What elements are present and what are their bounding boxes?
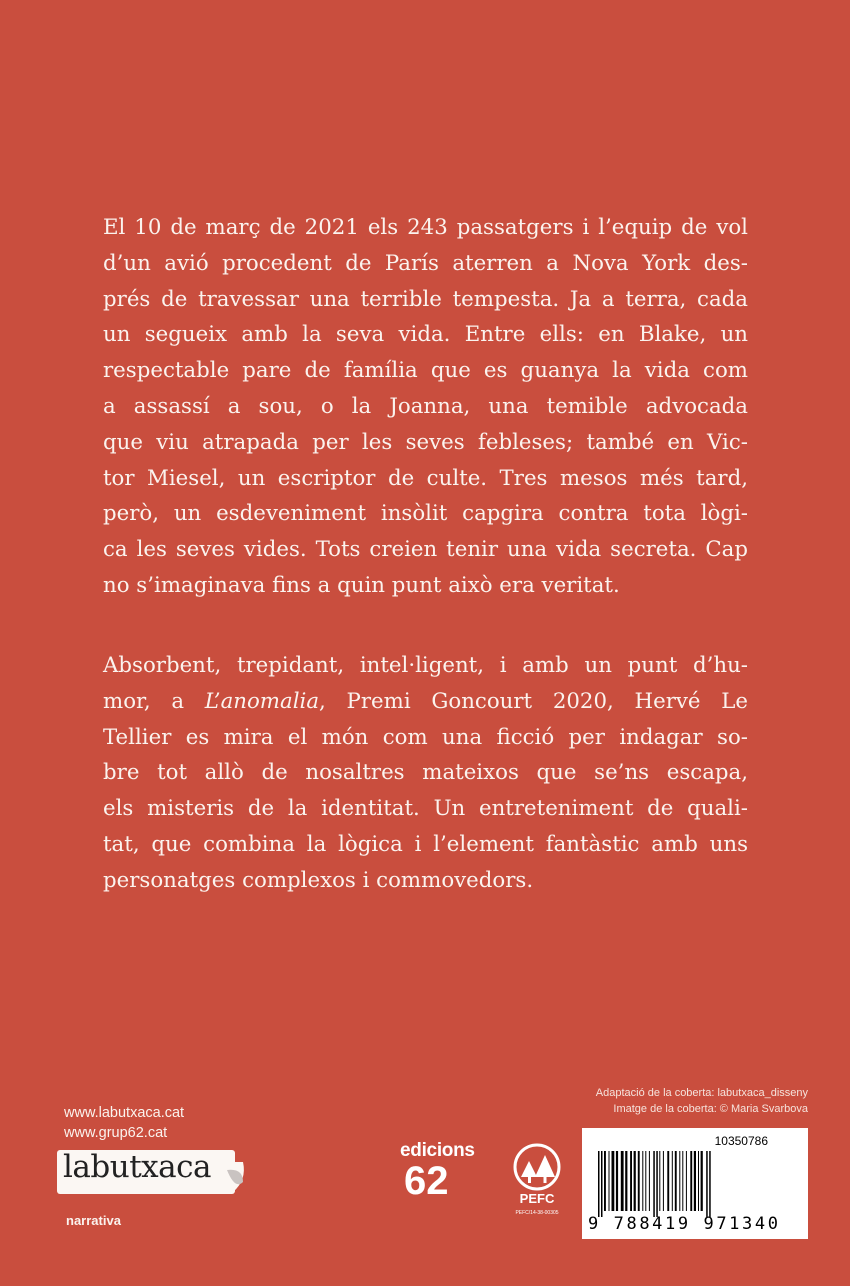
- barcode-bar: [672, 1151, 673, 1211]
- websites: [64, 1103, 184, 1143]
- blurb-line-text: mor, a: [103, 688, 205, 714]
- barcode-bar: [638, 1151, 640, 1211]
- blurb-line: personatges complexos i commovedors.: [103, 867, 534, 893]
- publisher-name: edicions: [400, 1140, 475, 1161]
- barcode-bar: [653, 1151, 655, 1217]
- barcode-bar: [706, 1151, 708, 1217]
- barcode-bar: [694, 1151, 696, 1211]
- pefc-label: PEFC: [519, 1191, 555, 1206]
- barcode: [582, 1128, 808, 1239]
- barcode-bar: [609, 1151, 610, 1211]
- page-curl-icon: [213, 1160, 247, 1194]
- barcode-bar: [709, 1151, 711, 1217]
- blurb-line: però, un esdeveniment insòlit capgira contra tota lògi-: [103, 501, 748, 527]
- barcode-bar: [656, 1151, 658, 1217]
- barcode-bar: [634, 1151, 636, 1211]
- blurb-line: d’un avió procedent de París aterren a Nova York des-: [103, 250, 748, 276]
- barcode-bar: [649, 1151, 650, 1211]
- book-title: L’anomalia: [204, 688, 320, 714]
- blurb-line: tor Miesel, un escriptor de culte. Tres mesos més tard,: [103, 465, 748, 491]
- blurb-line: un segueix amb la seva vida. Entre ells: en Blake, un: [103, 322, 748, 348]
- blurb-line: bre tot allò de nosaltres mateixos que se’ns escapa,: [103, 760, 748, 786]
- barcode-bar: [690, 1151, 692, 1211]
- blurb-paragraph-1: [103, 210, 748, 604]
- barcode-bar: [675, 1151, 677, 1211]
- website-link[interactable]: www.labutxaca.cat: [64, 1105, 185, 1121]
- collection-label: narrativa: [66, 1213, 121, 1228]
- barcode-bars: [596, 1151, 796, 1217]
- blurb-line: els misteris de la identitat. Un entreteniment de quali-: [103, 796, 748, 822]
- blurb-line: respectable pare de família que es guanya la vida com: [103, 358, 748, 384]
- barcode-bar: [701, 1151, 703, 1211]
- blurb-line: tat, que combina la lògica i l’element fantàstic amb uns: [103, 831, 748, 857]
- barcode-bar: [642, 1151, 643, 1211]
- barcode-bar: [698, 1151, 699, 1211]
- barcode-bar: [625, 1151, 627, 1211]
- blurb-line: que viu atrapada per les seves febleses; també en Vic-: [103, 429, 748, 455]
- barcode-bar: [630, 1151, 632, 1211]
- barcode-bar: [616, 1151, 618, 1211]
- blurb-line: ca les seves vides. Tots creien tenir una vida secreta. Cap: [103, 537, 748, 563]
- pefc-code: PEFC/14-38-00305: [515, 1210, 559, 1216]
- barcode-bar: [686, 1151, 687, 1211]
- isbn-digits: 9 788419 971340: [588, 1214, 781, 1234]
- barcode-bar: [601, 1151, 603, 1217]
- blurb-line: prés de travessar una terrible tempesta. Ja a terra, cada: [103, 286, 748, 312]
- publisher-number: 62: [404, 1159, 449, 1203]
- blurb-line: Tellier es mira el món com una ficció per indagar so-: [103, 724, 748, 750]
- website-link[interactable]: www.grup62.cat: [64, 1125, 168, 1141]
- barcode-bar: [621, 1151, 624, 1211]
- blurb-paragraph-2: [103, 648, 748, 899]
- barcode-bar: [604, 1151, 606, 1211]
- credit-line: Imatge de la coberta: © Maria Svarbova: [613, 1103, 808, 1115]
- blurb-line: a assassí a sou, o la Joanna, una temible advocada: [103, 393, 748, 419]
- barcode-bar: [659, 1151, 660, 1211]
- credit-line: Adaptació de la coberta: labutxaca_disseny: [595, 1087, 808, 1099]
- edicions-62-logo: [400, 1140, 482, 1203]
- pefc-logo: [509, 1143, 565, 1218]
- barcode-bar: [612, 1151, 615, 1211]
- barcode-bar: [682, 1151, 683, 1211]
- barcode-bar: [679, 1151, 680, 1211]
- blurb-line: no s’imaginava fins a quin punt això era veritat.: [103, 572, 620, 598]
- barcode-bar: [645, 1151, 646, 1211]
- labutxaca-logo-text: labutxaca: [63, 1149, 211, 1185]
- barcode-bar: [598, 1151, 600, 1217]
- barcode-bar: [663, 1151, 664, 1211]
- blurb-line: [103, 684, 748, 720]
- blurb-line: El 10 de març de 2021 els 243 passatgers i l’equip de vol: [103, 215, 748, 240]
- blurb-line-text: , Premi Goncourt 2020, Hervé Le: [319, 688, 748, 714]
- barcode-bar: [667, 1151, 669, 1211]
- internal-code: 10350786: [714, 1134, 768, 1148]
- cover-credits: [596, 1085, 808, 1117]
- blurb-line: Absorbent, trepidant, intel·ligent, i amb un punt d’hu-: [103, 653, 748, 678]
